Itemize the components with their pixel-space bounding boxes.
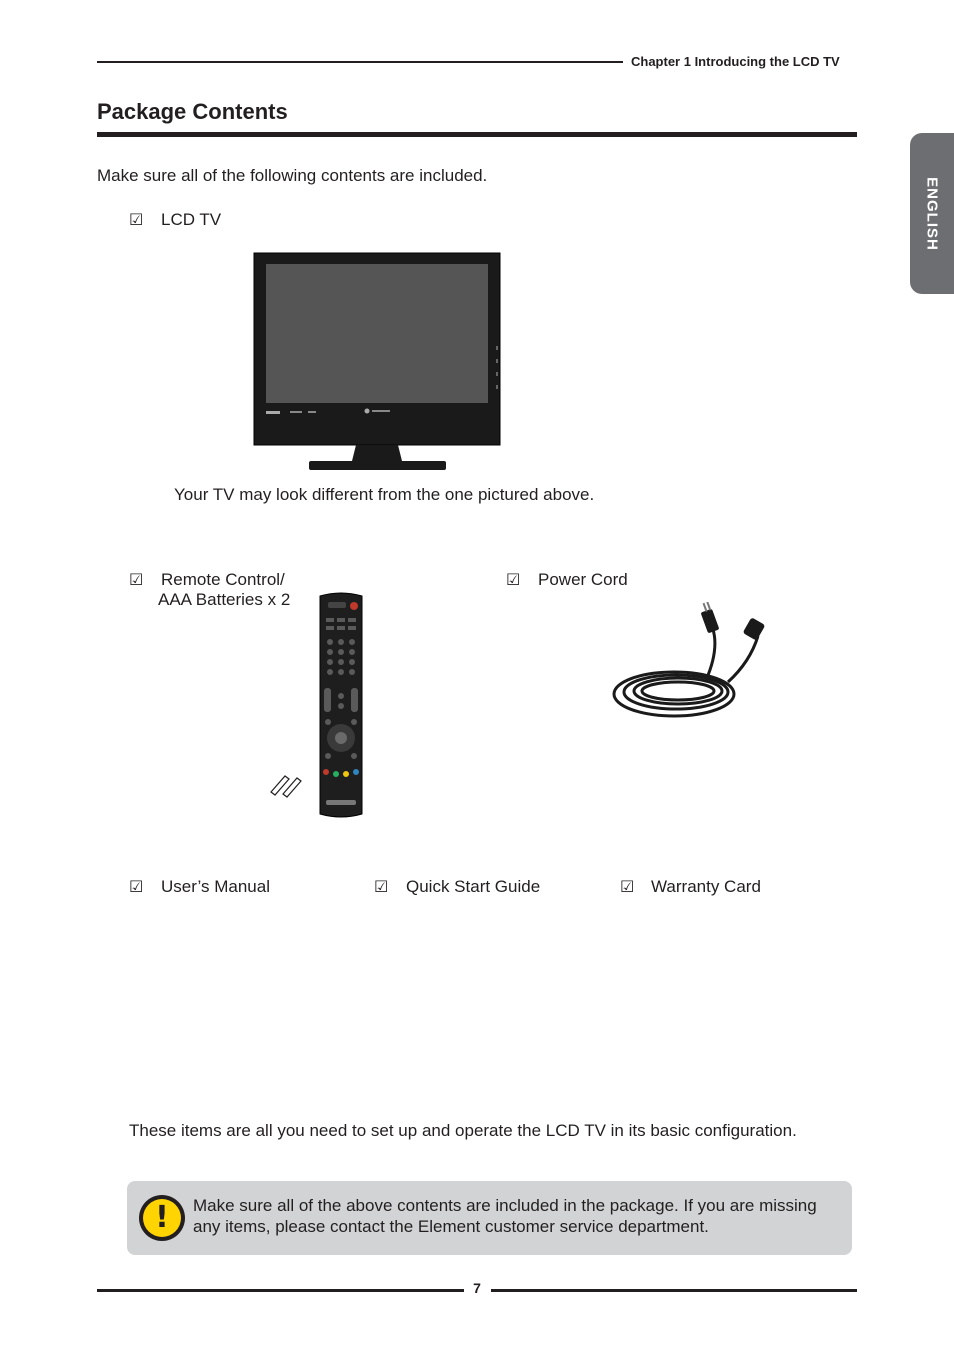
remote-control-illustration (316, 590, 366, 820)
tv-caption: Your TV may look different from the one pictured above. (174, 485, 595, 504)
checkbox-icon: ☑ (506, 572, 521, 589)
checkbox-icon: ☑ (374, 879, 389, 896)
footer-rule-right (491, 1289, 857, 1292)
exclamation-glyph: ! (143, 1199, 181, 1237)
checkbox-icon: ☑ (129, 879, 144, 896)
item-users-manual: User’s Manual (161, 877, 270, 896)
checkbox-icon: ☑ (129, 572, 144, 589)
intro-text: Make sure all of the following contents are included. (97, 166, 488, 185)
page-title: Package Contents (97, 99, 288, 124)
exclamation-icon (139, 1195, 185, 1241)
page-number: 7 (473, 1280, 481, 1296)
item-warranty-card: Warranty Card (651, 877, 761, 896)
title-rule (97, 132, 857, 137)
language-tab-label: ENGLISH (923, 176, 941, 251)
lcd-tv-illustration (252, 251, 502, 473)
item-power-cord: Power Cord (538, 570, 628, 589)
header-rule (97, 61, 623, 63)
item-remote-control: Remote Control/ (161, 570, 285, 589)
power-cord-illustration (608, 602, 780, 726)
language-tab (910, 133, 954, 294)
closing-text: These items are all you need to set up and operate the LCD TV in its basic configuration. (129, 1121, 797, 1140)
note-text: Make sure all of the above contents are included in the package. If you are missing any items, please contact the Element customer service department. (193, 1196, 817, 1236)
item-quick-start-guide: Quick Start Guide (406, 877, 541, 896)
checkbox-icon: ☑ (129, 212, 144, 229)
chapter-heading: Chapter 1 Introducing the LCD TV (631, 54, 840, 69)
item-aaa-batteries: AAA Batteries x 2 (158, 590, 291, 609)
checkbox-icon: ☑ (620, 879, 635, 896)
item-lcd-tv: LCD TV (161, 210, 222, 229)
footer-rule-left (97, 1289, 464, 1292)
aaa-batteries-illustration (268, 772, 304, 798)
